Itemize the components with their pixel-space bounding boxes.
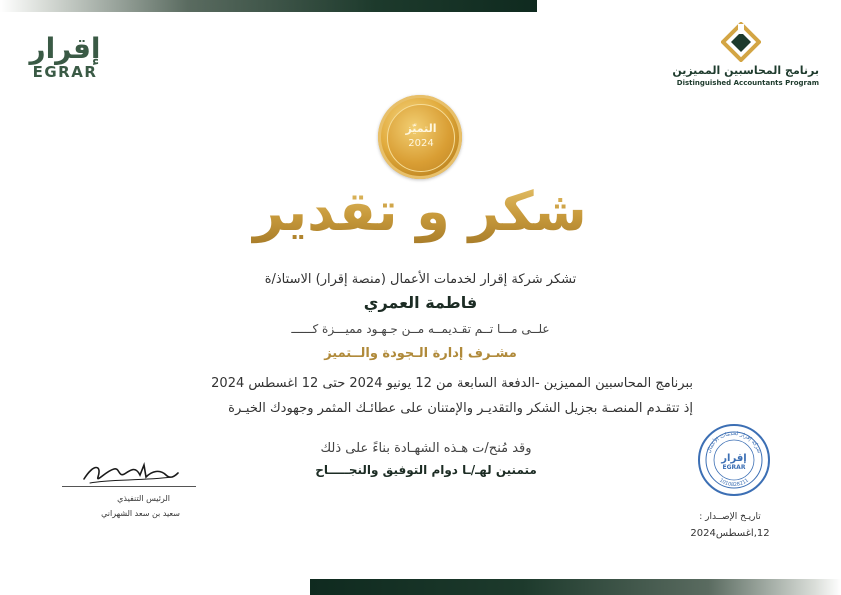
top-decorative-bar bbox=[0, 0, 537, 12]
certificate-title: شكر و تقدير bbox=[220, 180, 620, 244]
program-mark-icon bbox=[721, 22, 761, 62]
efforts-line: علــى مـــا تــم تقـديمــه مــن جـهـود مميـــزة كــــــ bbox=[291, 322, 550, 336]
program-name-arabic: برنامج المحاسبين المميزين bbox=[672, 64, 819, 77]
granted-line: وقد مُنح/ت هـذه الشهـادة بناءً على ذلك bbox=[320, 441, 532, 456]
recipient-role: مشـرف إدارة الـجودة والــتميز bbox=[324, 346, 517, 361]
svg-text:EGRAR: EGRAR bbox=[722, 464, 746, 471]
bottom-decorative-bar bbox=[310, 579, 841, 595]
wish-line: متمنين لهـ/ـا دوام التوفيق والنجـــــاح bbox=[315, 463, 537, 477]
issue-date-label: تاريـخ الإصــدار : bbox=[699, 512, 761, 522]
issue-date-value: 12,اغسطس2024 bbox=[690, 528, 770, 539]
signatory-title: الرئيس التنفيذي bbox=[117, 494, 170, 503]
thanks-line: تشكر شركة إقرار لخدمات الأعمال (منصة إقرار) الاستاذ/ة bbox=[264, 272, 577, 287]
program-logo bbox=[619, 22, 819, 92]
program-name-english: Distinguished Accountants Program bbox=[676, 79, 819, 87]
svg-text:إقرار: إقرار bbox=[721, 453, 747, 464]
egrar-logo bbox=[28, 34, 102, 80]
egrar-logo-arabic: إقرار bbox=[29, 32, 101, 65]
company-stamp bbox=[697, 423, 771, 497]
gratitude-paragraph: إذ تتقـدم المنصـة بجزيل الشكر والتقديـر والإمتنان على عطائـك المثمر وجهودك الخيـرة bbox=[228, 401, 693, 416]
svg-text:1010828211: 1010828211 bbox=[718, 477, 750, 489]
recipient-name: فاطمة العمري bbox=[363, 293, 478, 312]
signatory-name: سعيد بن سعد الشهراني bbox=[101, 509, 180, 518]
program-period-paragraph: ببرنامج المحاسبين المميزين -الدفعة السابعة من 12 يونيو 2024 حتى 12 اغسطس 2024 bbox=[211, 376, 693, 391]
medal-word: التميّز bbox=[405, 122, 437, 135]
signature-line bbox=[62, 486, 196, 487]
egrar-logo-english: EGRAR bbox=[32, 63, 98, 81]
medal-year: 2024 bbox=[408, 138, 434, 149]
excellence-medal bbox=[378, 95, 462, 179]
svg-text:شركة إقرار لخدمات الأعمال: شركة إقرار لخدمات الأعمال bbox=[706, 430, 762, 455]
